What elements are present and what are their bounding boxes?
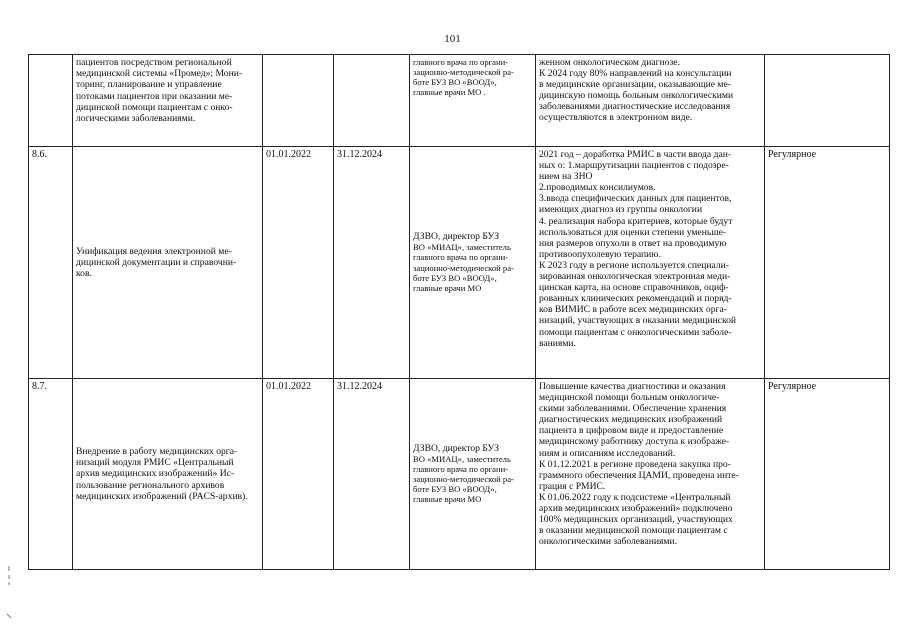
- executor: ДЗВО, директор БУЗ ВО «МИАЦ», заместитель главного врача по органи- зационно-методической ра- боте БУЗ ВО «ВООД», главные врачи МО: [410, 379, 536, 570]
- activities-table: [28, 54, 890, 570]
- row-number: [29, 55, 73, 147]
- start-date: 01.01.2022: [263, 147, 334, 379]
- end-date: 31.12.2024: [334, 147, 410, 379]
- table-row: [29, 379, 890, 570]
- periodicity: Регулярное: [765, 379, 890, 570]
- executor: ДЗВО, директор БУЗ ВО «МИАЦ», заместитель главного врача по органи- зационно-методической ра- боте БУЗ ВО «ВООД», главные врачи МО: [410, 147, 536, 379]
- activity-name: Внедрение в работу медицинских орга- низаций модуля РМИС «Центральный архив медицинских изображений» Ис- пользование регионального архивов медицинских изображений (PACS-архив).: [73, 379, 263, 570]
- executor: главного врача по органи- зационно-методической ра- боте БУЗ ВО «ВООД», главные врачи МО .: [410, 55, 536, 147]
- end-date: 31.12.2024: [334, 379, 410, 570]
- row-number: 8.7.: [29, 379, 73, 570]
- activity-name: Унификация ведения электронной ме- дицинской документации и справочни- ков.: [73, 147, 263, 379]
- scan-artifact-icon: [6, 566, 12, 626]
- periodicity: Регулярное: [765, 147, 890, 379]
- start-date: [263, 55, 334, 147]
- end-date: [334, 55, 410, 147]
- table-row: [29, 55, 890, 147]
- expected-result: 2021 год – доработка РМИС в части ввода дан- ных о: 1.маршрутизации пациентов с подозре- нием на ЗНО 2.проводимых консилиумов. 3.ввода специфических данных для пациентов, имеющих диагноз из группы онкологии 4. реализация набора критериев, которые будут использоваться для оценки степени уменьше- ния размеров опухоли в ответ на проводимую противоопухолевую терапию. К 2023 году в регионе используется специали- зированная онкологическая электронная меди- цинская карта, на основе справочников, оциф- рованных клинических рекомендаций и поряд- ков ВИМИС в работе всех медицинских орга- низаций, участвующих в оказании медицинской помощи пациентам с онкологическими заболе- ваниями.: [536, 147, 765, 379]
- start-date: 01.01.2022: [263, 379, 334, 570]
- expected-result: Повышение качества диагностики и оказания медицинской помощи больным онкологиче- скими заболеваниями. Обеспечение хранения диагностических медицинских изображений пациента в цифровом виде и предоставление медицинскому работнику доступа к изображе- ниям и описаниям исследований. К 01.12.2021 в регионе проведена закупка про- граммного обеспечения ЦАМИ, проведена инте- грация с РМИС. К 01.06.2022 году к подсистеме «Центральный архив медицинских изображений» подключено 100% медицинских организаций, участвующих в оказании медицинской помощи пациентам с онкологическими заболеваниями.: [536, 379, 765, 570]
- periodicity: [765, 55, 890, 147]
- scan-margin-marks: [6, 566, 12, 628]
- expected-result: женном онкологическом диагнозе. К 2024 году 80% направлений на консультации в медицинские организации, оказывающие ме- дицинскую помощь больным онкологическими заболеваниями диагностические исследования осуществляются в электронном виде.: [536, 55, 765, 147]
- row-number: 8.6.: [29, 147, 73, 379]
- table-row: [29, 147, 890, 379]
- activity-name: пациентов посредством региональной медицинской системы «Промед»; Мони- торинг, планирование и управление потоками пациентов при оказании ме- дицинской помощи пациентам с онко- логическими заболеваниями.: [73, 55, 263, 147]
- page-number: 101: [444, 33, 461, 45]
